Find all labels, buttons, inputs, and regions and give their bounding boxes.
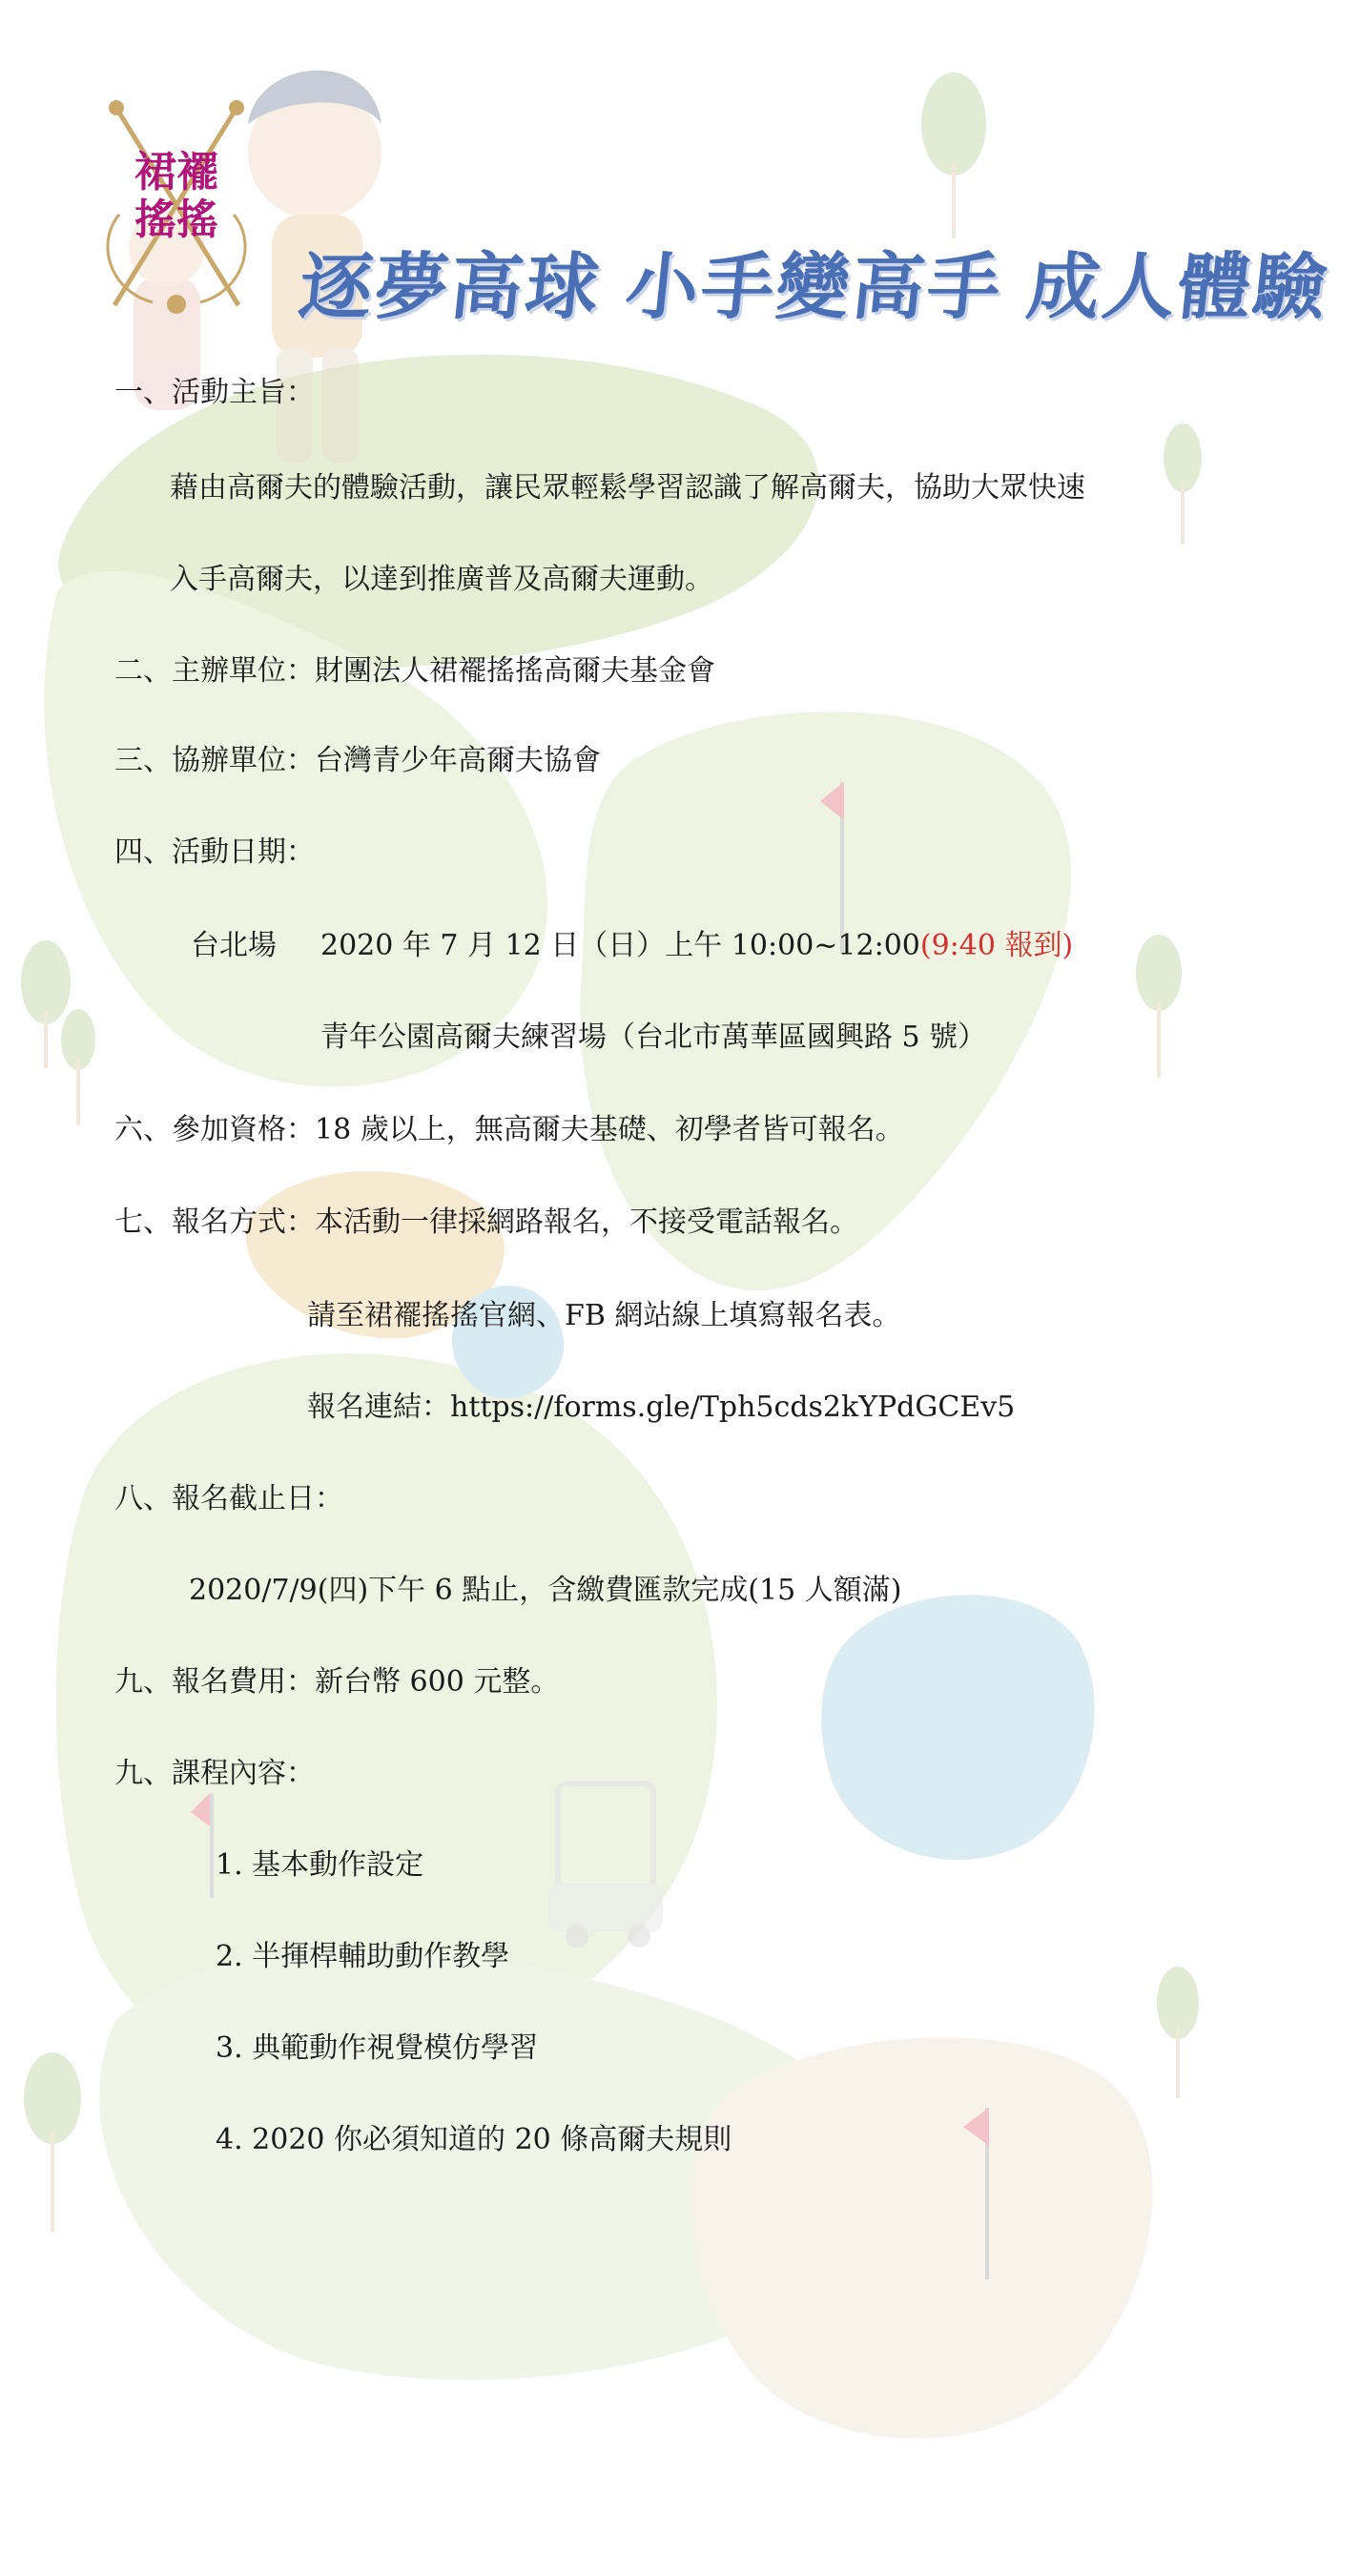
section-date-venue-label: 台北場 [191,929,277,962]
logo-text-line1: 裙襬 [134,148,218,196]
section-course-heading: 九、課程內容： [114,1757,315,1790]
brand-logo [95,100,258,319]
section-eligibility [114,1111,904,1149]
page-title [295,229,1359,333]
section-date-heading: 四、活動日期： [114,835,315,869]
course-item: 4. 2020 你必須知道的 20 條高爾夫規則 [216,2123,732,2156]
logo-text-line2: 搖搖 [134,196,218,244]
section-registration-line1: 本活動一律採網路報名，不接受電話報名。 [315,1206,858,1239]
section-co-organizer [114,742,601,780]
section-eligibility-heading: 六、參加資格： [114,1113,315,1146]
section-organizer [114,652,715,690]
course-item: 1. 基本動作設定 [216,1848,424,1882]
section-purpose-heading: 一、活動主旨： [114,376,315,409]
course-item: 3. 典範動作視覺模仿學習 [216,2031,539,2065]
section-deadline-value: 2020/7/9(四)下午 6 點止，含繳費匯款完成(15 人額滿) [189,1574,902,1607]
section-purpose-line1: 藉由高爾夫的體驗活動，讓民眾輕鬆學習認識了解高爾夫，協助大眾快速 [170,471,1085,505]
section-registration [114,1204,858,1242]
section-registration-heading: 七、報名方式： [114,1206,315,1239]
section-co-organizer-heading: 三、協辦單位： [114,744,315,777]
section-organizer-value: 財團法人裙襬搖搖高爾夫基金會 [315,654,715,688]
section-date-location: 青年公園高爾夫練習場（台北市萬華區國興路 5 號） [320,1020,987,1054]
section-registration-line2: 請至裙襬搖搖官網、FB 網站線上填寫報名表。 [307,1299,901,1332]
section-fee-value: 新台幣 600 元整。 [315,1665,560,1699]
section-purpose-line2: 入手高爾夫，以達到推廣普及高爾夫運動。 [170,563,713,596]
section-eligibility-value: 18 歲以上，無高爾夫基礎、初學者皆可報名。 [315,1113,904,1146]
event-datetime: 2020 年 7 月 12 日（日）上午 10:00~12:00 [320,929,920,962]
course-item: 2. 半揮桿輔助動作教學 [216,1940,510,1973]
section-co-organizer-value: 台灣青少年高爾夫協會 [315,744,601,777]
checkin-time: (9:40 報到) [919,929,1074,962]
section-fee-heading: 九、報名費用： [114,1665,315,1699]
title-part1: 逐夢高球 [295,244,607,329]
section-fee [114,1663,559,1701]
title-part2: 小手變高手 [621,244,1008,329]
section-deadline-heading: 八、報名截止日： [114,1482,343,1515]
section-organizer-heading: 二、主辦單位： [114,654,315,688]
section-date-datetime [320,927,1073,965]
registration-link[interactable]: 報名連結：https://forms.gle/Tph5cds2kYPdGCEv5 [307,1391,1016,1424]
title-part3: 成人體驗 [1022,244,1334,329]
